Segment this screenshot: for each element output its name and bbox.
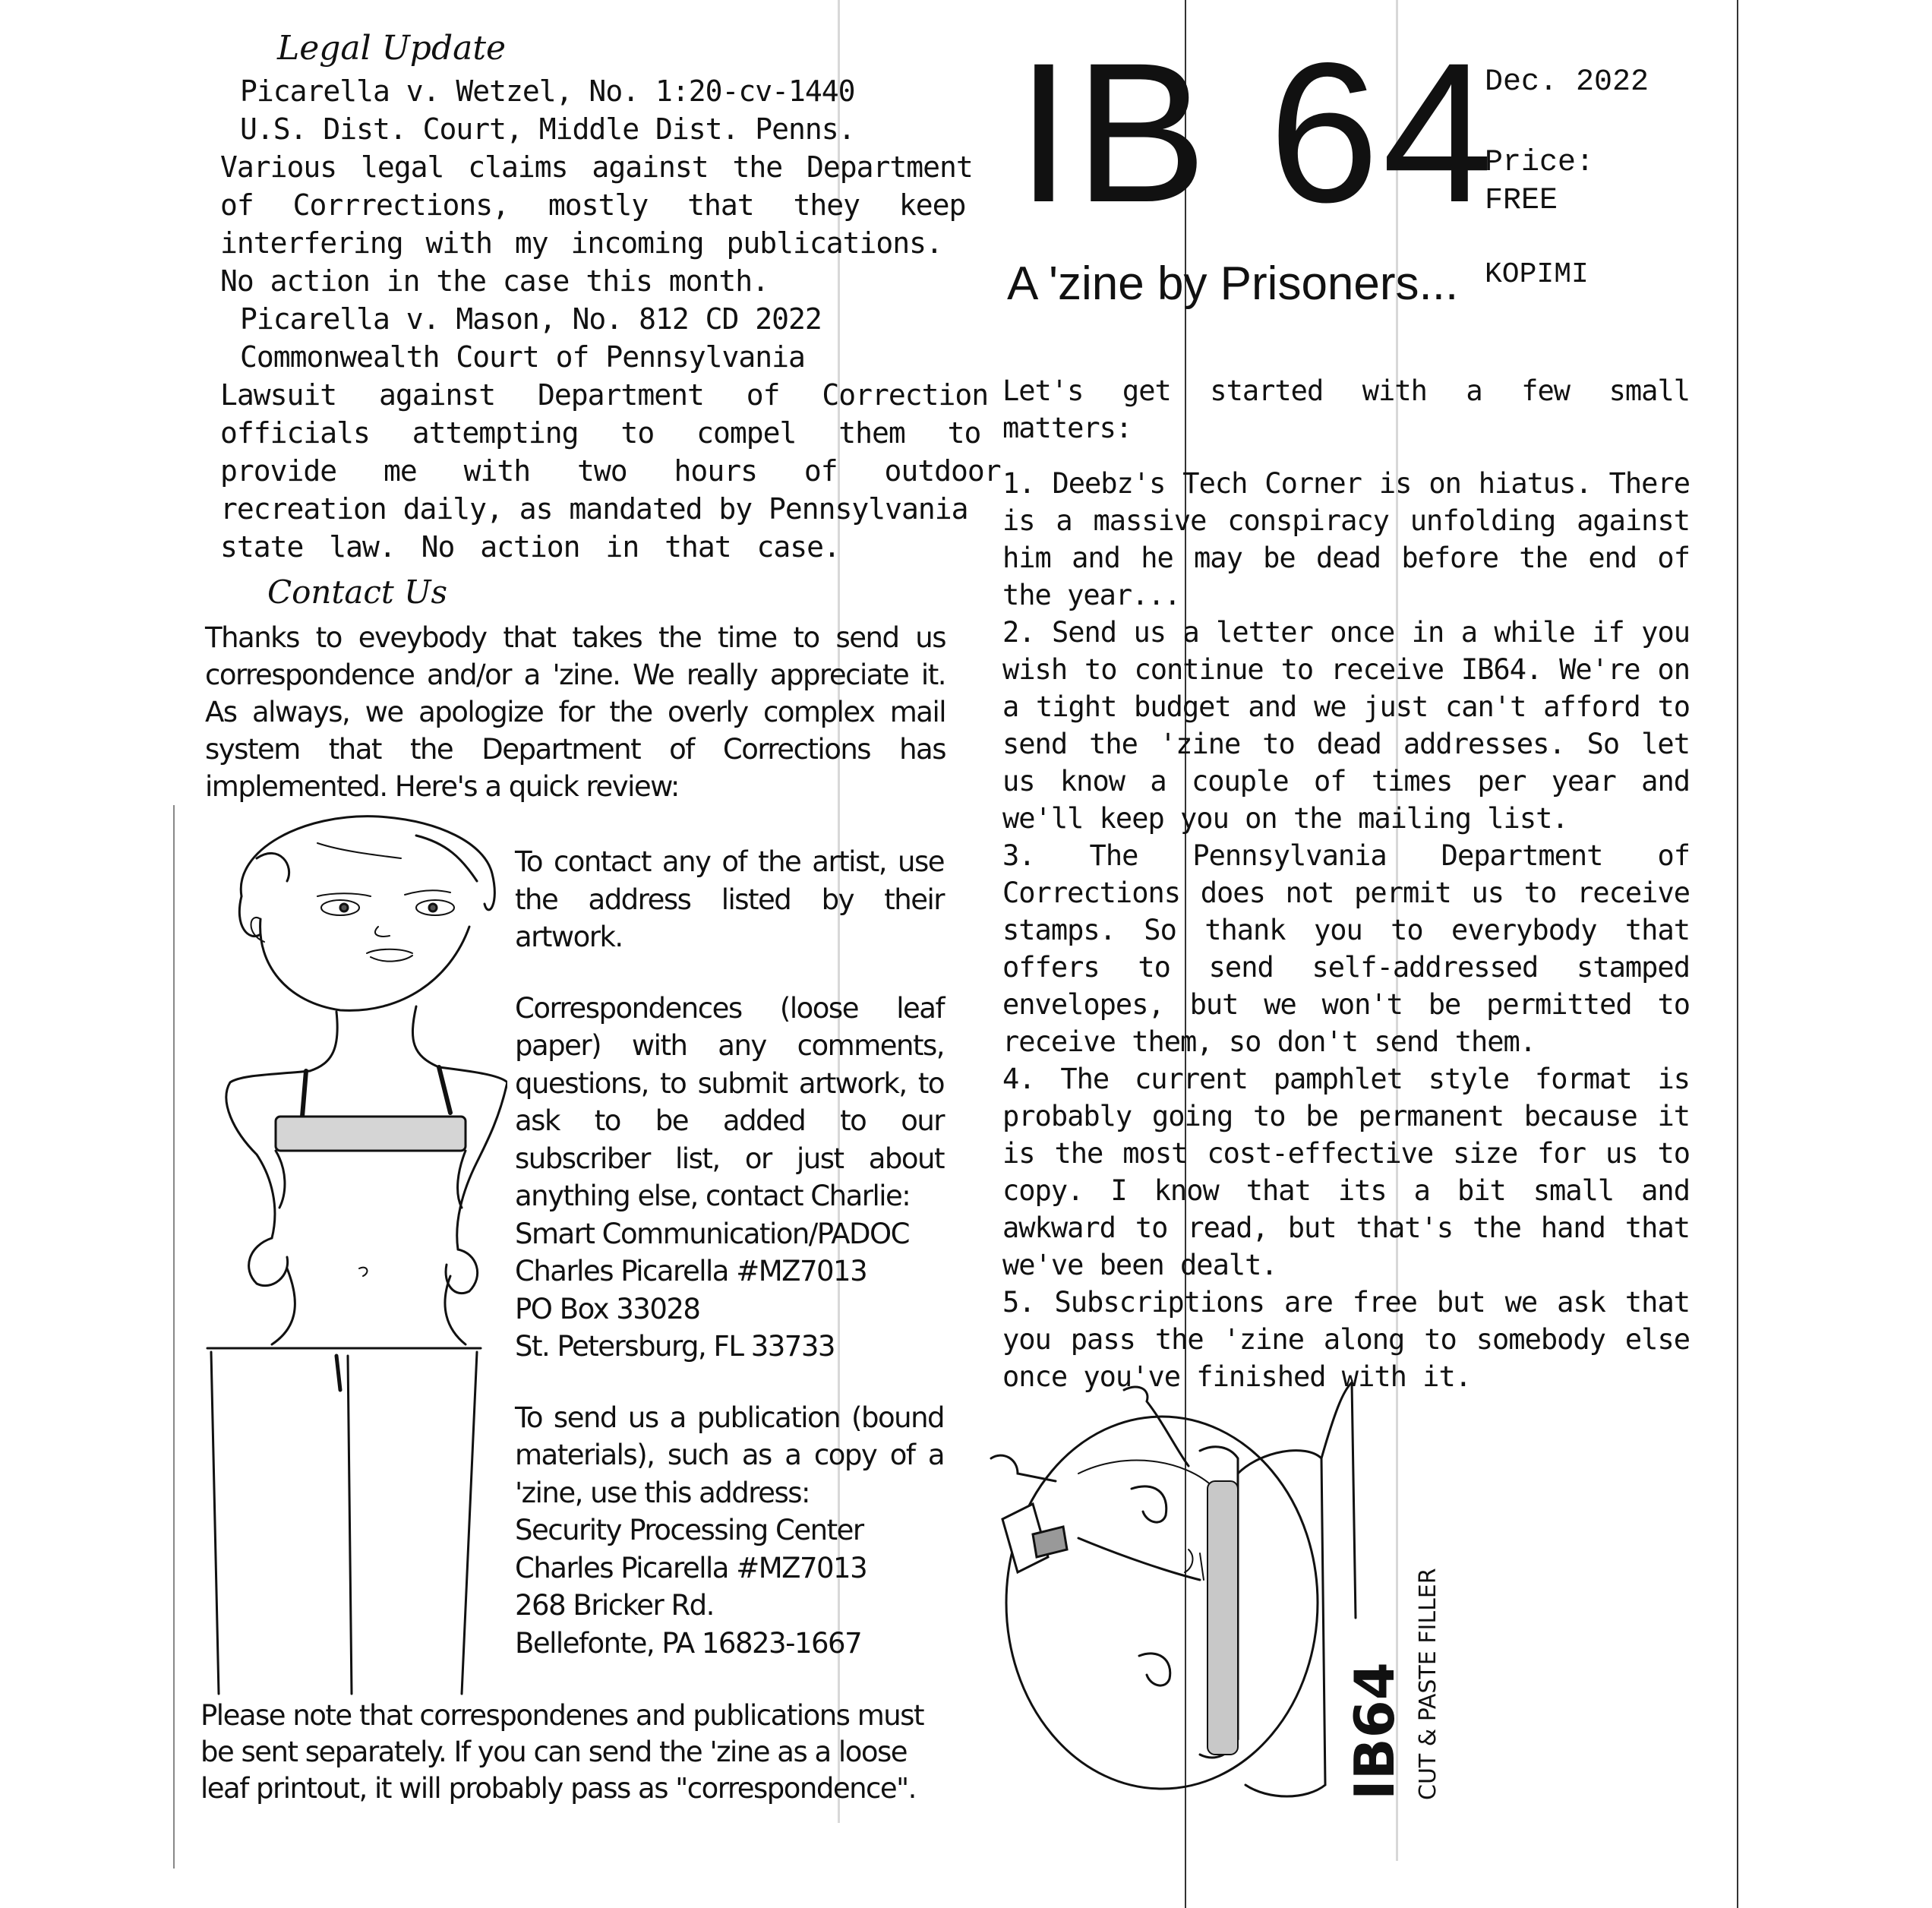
page-edge-line-left — [173, 805, 175, 1869]
legal-update-section — [220, 72, 1001, 566]
correspondence-address-line: Charles Picarella #MZ7013 — [515, 1255, 867, 1287]
case-court: Commonwealth Court of Pennsylvania — [240, 340, 805, 374]
case-description-line: of Corrrections, mostly that they keep — [220, 188, 966, 222]
small-matters-item: 4. The current pamphlet style format is probably going to be permanent because it is the most cost-effective size for us to copy. I know that its a bit small and awkward to read, but that's the hand that we've been dealt. — [1002, 1063, 1690, 1281]
small-matters-item: 5. Subscriptions are free but we ask that you pass the 'zine along to somebody else once you've finished with it. — [1002, 1286, 1690, 1393]
publication-address-line: Bellefonte, PA 16823-1667 — [515, 1626, 862, 1660]
separate-mailing-note: Please note that correspondenes and publications must be sent separately. If you can send the 'zine as a loose leaf printout, it will probably pass as "correspondence". — [200, 1699, 923, 1805]
price-block — [1485, 144, 1594, 220]
contact-details-column — [515, 843, 944, 1695]
small-matters-item: 2. Send us a letter once in a while if you wish to continue to receive IB64. We're on a tight budget and we just can't afford to send the 'zine to dead addresses. So let us know a couple of times per year and we'll keep you on the mailing list. — [1002, 616, 1690, 835]
case-status-line: state law. No action in that case. — [220, 530, 840, 564]
price-value: FREE — [1485, 184, 1558, 218]
zine-tagline: A 'zine by Prisoners... — [1007, 257, 1459, 310]
case-description-line: officials attempting to compel them to — [220, 416, 981, 450]
kopimi-mark: KOPIMI — [1485, 258, 1589, 291]
contact-us-heading: Contact Us — [267, 573, 448, 611]
correspondence-address-line: Smart Communication/PADOC — [515, 1217, 909, 1250]
case-description-line: Various legal claims against the Department — [220, 150, 973, 184]
case-caption: Picarella v. Mason, No. 812 CD 2022 — [240, 302, 822, 336]
case-description-line: interfering with my incoming publications. — [220, 226, 942, 260]
case-caption: Picarella v. Wetzel, No. 1:20-cv-1440 — [240, 74, 855, 108]
publication-note: To send us a publication (bound materials), such as a copy of a 'zine, use this address: — [515, 1401, 944, 1509]
case-description-line: provide me with two hours of outdoor — [220, 454, 1001, 488]
masthead-title: IB 64 — [1016, 21, 1496, 244]
case-description-line: Lawsuit against Department of Correction — [220, 378, 989, 412]
ib64-logo-text: IB64 — [1343, 1662, 1406, 1800]
cut-paste-filler-caption: CUT & PASTE FILLER — [1415, 1568, 1441, 1800]
artist-contact-note: To contact any of the artist, use the address listed by their artwork. — [515, 845, 944, 953]
small-matters-intro: Let's get started with a few small matters: — [1002, 374, 1690, 444]
contact-intro-paragraph: Thanks to eveybody that takes the time to send us correspondence and/or a 'zine. We really appreciate it. As always, we apologize for the overly complex mail system that the Department of Corrections has implemented. Here's a quick review: — [205, 621, 945, 803]
page-edge-line-right — [1737, 0, 1738, 1908]
issue-date: Dec. 2022 — [1485, 65, 1649, 100]
round-head-figure-illustration — [987, 1375, 1701, 1861]
correspondence-address-line: PO Box 33028 — [515, 1292, 700, 1325]
small-matters-item: 1. Deebz's Tech Corner is on hiatus. There is a massive conspiracy unfolding against him and he may be dead before the end of the year... — [1002, 467, 1690, 611]
publication-address-line: Charles Picarella #MZ7013 — [515, 1551, 867, 1584]
price-label: Price: — [1485, 146, 1595, 180]
small-matters-section — [1002, 372, 1690, 1395]
publication-address-line: 268 Bricker Rd. — [515, 1589, 714, 1622]
case-status-line: No action in the case this month. — [220, 264, 769, 298]
case-court: U.S. Dist. Court, Middle Dist. Penns. — [240, 112, 855, 146]
girl-sketch-illustration — [188, 813, 507, 1701]
legal-update-heading: Legal Update — [277, 29, 507, 68]
case-description-line: recreation daily, as mandated by Pennsylvania — [220, 492, 968, 526]
publication-address-line: Security Processing Center — [515, 1514, 863, 1546]
correspondence-note: Correspondences (loose leaf paper) with any comments, questions, to submit artwork, to ask to be added to our subscriber list, or just about anything else, contact Charlie: — [515, 991, 944, 1212]
small-matters-item: 3. The Pennsylvania Department of Corrections does not permit us to receive stamps. So thank you to everybody that offers to send self-addressed stamped envelopes, but we won't be permitted to receive them, so don't send them. — [1002, 839, 1690, 1058]
correspondence-address-line: St. Petersburg, FL 33733 — [515, 1330, 835, 1363]
